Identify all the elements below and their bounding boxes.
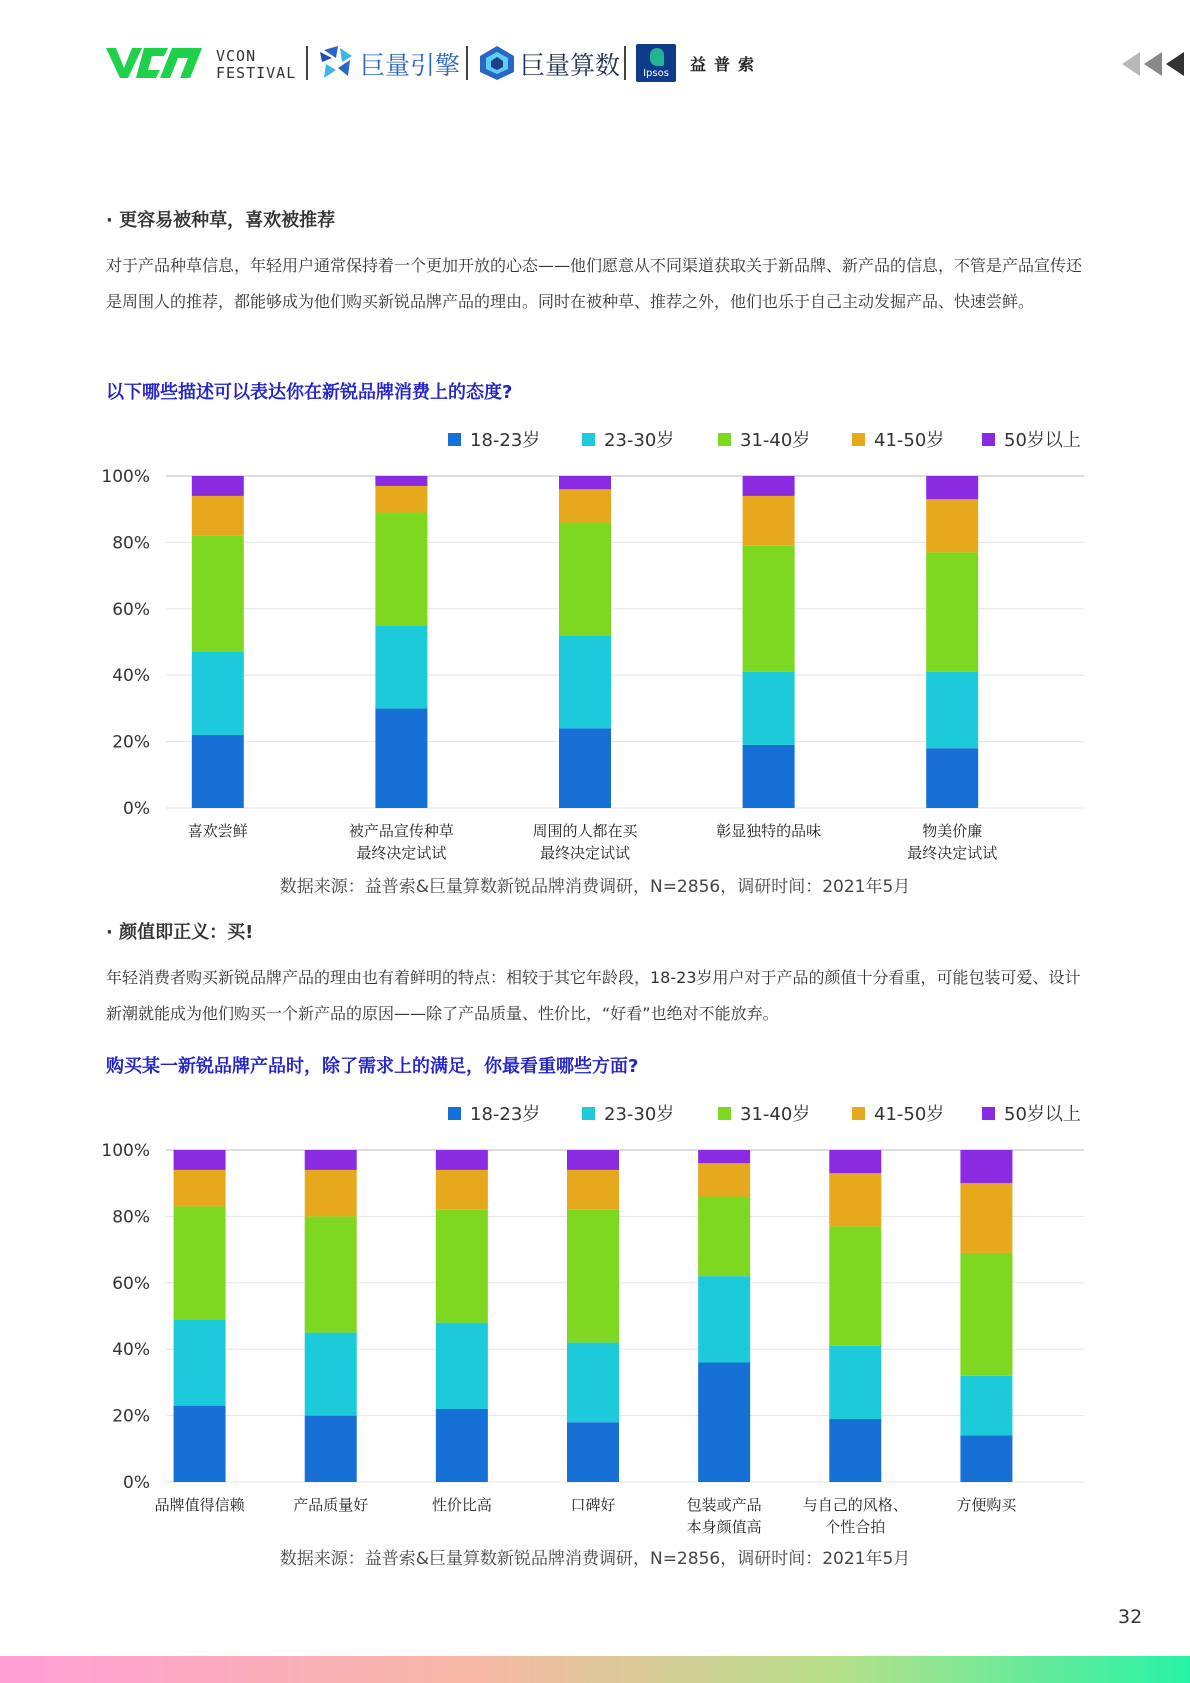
bar-segment-18-23岁 [436, 1409, 488, 1482]
y-tick-label: 60% [112, 599, 150, 620]
bar-stack-4 [567, 1150, 619, 1482]
header-divider [306, 46, 308, 80]
legend-swatch [448, 1107, 461, 1120]
x-tick-label: 最终决定试试 [539, 844, 631, 860]
bar-segment-50岁以上 [375, 476, 427, 486]
chart2-svg [0, 1094, 1190, 1534]
bar-segment-31-40岁 [567, 1210, 619, 1343]
x-tick-label: 口碑好 [570, 1496, 616, 1514]
bar-segment-41-50岁 [829, 1173, 881, 1226]
legend-swatch [448, 433, 461, 446]
bar-segment-41-50岁 [305, 1170, 357, 1216]
legend-label: 41-50岁 [874, 1104, 945, 1125]
y-tick-label: 60% [112, 1273, 150, 1294]
y-tick-label: 100% [101, 467, 150, 487]
x-tick-label: 与自己的风格、 [802, 1496, 908, 1514]
legend-label: 50岁以上 [1004, 430, 1081, 451]
brand-engine: 巨量引擎 [360, 51, 461, 80]
bar-segment-23-30岁 [174, 1319, 226, 1405]
section2-heading: · 颜值即正义：买! [106, 922, 254, 943]
x-tick-label: 包装或产品 [686, 1496, 762, 1514]
legend-label: 18-23岁 [470, 1104, 541, 1125]
legend-item-3 [718, 430, 810, 451]
bar-segment-23-30岁 [926, 672, 978, 748]
legend-swatch [982, 1107, 995, 1120]
x-tick-label: 方便购买 [956, 1496, 1017, 1514]
chart1-source: 数据来源：益普索&巨量算数新锐品牌消费调研，N=2856，调研时间：2021年5月 [279, 877, 911, 897]
bar-stack-1 [174, 1150, 226, 1482]
chart2-question: 购买某一新锐品牌产品时，除了需求上的满足，你最看重哪些方面? [106, 1056, 639, 1077]
bar-segment-31-40岁 [192, 536, 244, 652]
bar-stack-2 [375, 476, 427, 808]
chart2-source: 数据来源：益普索&巨量算数新锐品牌消费调研，N=2856，调研时间：2021年5月 [279, 1549, 911, 1569]
chart1-svg [0, 420, 1190, 860]
bar-stack-5 [698, 1150, 750, 1482]
bar-segment-23-30岁 [743, 672, 795, 745]
y-tick-label: 80% [112, 1207, 150, 1228]
x-tick-label: 喜欢尝鲜 [187, 822, 248, 840]
arrows-decor-icon [1120, 50, 1190, 78]
ipsos-logo [636, 44, 676, 82]
bar-segment-31-40岁 [436, 1210, 488, 1323]
bar-stack-6 [829, 1150, 881, 1482]
legend-label: 18-23岁 [470, 430, 541, 451]
legend-swatch [582, 433, 595, 446]
bar-segment-41-50岁 [375, 486, 427, 513]
bar-segment-18-23岁 [174, 1406, 226, 1482]
ipsos-dot-icon [650, 48, 664, 66]
bar-segment-50岁以上 [192, 476, 244, 496]
bar-segment-18-23岁 [960, 1436, 1012, 1482]
vcon-line2: FESTIVAL [216, 64, 297, 82]
bar-segment-31-40岁 [960, 1253, 1012, 1376]
bar-segment-50岁以上 [305, 1150, 357, 1170]
bar-stack-7 [960, 1150, 1012, 1482]
bar-segment-23-30岁 [375, 625, 427, 708]
vcon-logo [106, 48, 202, 78]
suanshu-logo-icon [478, 44, 516, 82]
y-tick-label: 20% [112, 732, 150, 753]
x-tick-label: 周围的人都在买 [532, 822, 638, 840]
legend-label: 41-50岁 [874, 430, 945, 451]
bar-segment-41-50岁 [698, 1163, 750, 1196]
legend-item-4 [852, 1104, 944, 1125]
bar-segment-23-30岁 [567, 1343, 619, 1423]
bar-segment-41-50岁 [559, 489, 611, 522]
bar-segment-23-30岁 [436, 1323, 488, 1409]
brand-suanshu: 巨量算数 [520, 51, 621, 80]
bar-segment-23-30岁 [698, 1276, 750, 1362]
legend-item-3 [718, 1104, 810, 1125]
legend-item-1 [448, 430, 540, 451]
bar-stack-2 [305, 1150, 357, 1482]
ipsos-label: Ipsos [643, 68, 669, 79]
legend-label: 31-40岁 [740, 430, 811, 451]
x-tick-label: 性价比高 [431, 1496, 492, 1514]
bar-segment-41-50岁 [436, 1170, 488, 1210]
bar-segment-50岁以上 [926, 476, 978, 499]
legend-label: 31-40岁 [740, 1104, 811, 1125]
legend-swatch [718, 433, 731, 446]
legend-item-4 [852, 430, 944, 451]
y-tick-label: 40% [112, 666, 150, 687]
bar-segment-31-40岁 [174, 1206, 226, 1319]
bar-stack-1 [192, 476, 244, 808]
bar-segment-31-40岁 [305, 1216, 357, 1332]
legend-swatch [982, 433, 995, 446]
bar-segment-31-40岁 [698, 1196, 750, 1276]
ipsos-name: 益普索 [690, 55, 763, 74]
y-tick-label: 0% [123, 1473, 150, 1493]
x-tick-label: 被产品宣传种草 [348, 822, 454, 840]
bar-segment-50岁以上 [960, 1150, 1012, 1183]
bar-segment-23-30岁 [305, 1333, 357, 1416]
bar-segment-41-50岁 [174, 1170, 226, 1207]
bar-segment-50岁以上 [559, 476, 611, 489]
legend-item-1 [448, 1104, 540, 1125]
legend-swatch [852, 433, 865, 446]
y-tick-label: 40% [112, 1340, 150, 1361]
legend-item-2 [582, 1104, 674, 1125]
x-tick-label: 品牌值得信赖 [154, 1496, 245, 1514]
legend-swatch [852, 1107, 865, 1120]
chart2 [0, 1094, 1190, 1534]
vcon-line1: VCON [216, 47, 257, 65]
section2-paragraph: 年轻消费者购买新锐品牌产品的理由也有着鲜明的特点：相较于其它年龄段，18-23岁用户对于产品的颜值十分看重，可能包装可爱、设计新潮就能成为他们购买一个新产品的原因——除了产品质量、性价比，“好看”也绝对不能放弃。 [106, 968, 1081, 1023]
chart1-question: 以下哪些描述可以表达你在新锐品牌消费上的态度? [106, 382, 513, 403]
y-tick-label: 100% [101, 1141, 150, 1161]
section1-heading: · 更容易被种草，喜欢被推荐 [106, 210, 336, 231]
bar-segment-18-23岁 [567, 1422, 619, 1482]
header-divider [466, 46, 468, 80]
x-tick-label: 最终决定试试 [907, 844, 998, 860]
section1-paragraph: 对于产品种草信息，年轻用户通常保持着一个更加开放的心态——他们愿意从不同渠道获取关于新品牌、新产品的信息，不管是产品宣传还是周围人的推荐，都能够成为他们购买新锐品牌产品的理由。同时在被种草、推荐之外，他们也乐于自己主动发掘产品、快速尝鲜。 [106, 256, 1083, 311]
bar-segment-18-23岁 [926, 748, 978, 808]
x-tick-label: 本身颜值高 [686, 1518, 762, 1534]
bar-segment-50岁以上 [174, 1150, 226, 1170]
x-tick-label: 物美价廉 [922, 822, 983, 840]
bar-stack-5 [926, 476, 978, 808]
bar-segment-18-23岁 [698, 1362, 750, 1482]
bar-segment-41-50岁 [926, 499, 978, 552]
bar-segment-18-23岁 [829, 1419, 881, 1482]
footer-gradient-bar [0, 1656, 1190, 1683]
bar-segment-23-30岁 [960, 1376, 1012, 1436]
bar-segment-31-40岁 [743, 546, 795, 672]
bar-segment-41-50岁 [960, 1183, 1012, 1253]
bar-segment-41-50岁 [192, 496, 244, 536]
legend-label: 50岁以上 [1004, 1104, 1081, 1125]
legend-item-2 [582, 430, 674, 451]
x-tick-label: 彰显独特的品味 [716, 822, 822, 840]
x-tick-label: 个性合拍 [825, 1518, 886, 1534]
bar-segment-18-23岁 [192, 735, 244, 808]
bar-segment-50岁以上 [698, 1150, 750, 1163]
bar-segment-50岁以上 [829, 1150, 881, 1173]
bar-segment-31-40岁 [926, 552, 978, 672]
bar-segment-23-30岁 [192, 652, 244, 735]
bar-segment-31-40岁 [375, 513, 427, 626]
bar-segment-50岁以上 [743, 476, 795, 496]
header-divider [624, 46, 626, 80]
bar-segment-18-23岁 [743, 745, 795, 808]
y-tick-label: 20% [112, 1406, 150, 1427]
bar-stack-4 [743, 476, 795, 808]
header [106, 42, 1190, 88]
page-number: 32 [1118, 1606, 1143, 1628]
vcon-festival-text [216, 48, 296, 82]
y-tick-label: 80% [112, 533, 150, 554]
chart1 [0, 420, 1190, 860]
bar-segment-23-30岁 [559, 635, 611, 728]
legend-label: 23-30岁 [604, 1104, 675, 1125]
engine-logo-icon [318, 44, 356, 82]
bar-segment-18-23岁 [305, 1416, 357, 1482]
bar-stack-3 [436, 1150, 488, 1482]
bar-segment-41-50岁 [743, 496, 795, 546]
y-tick-label: 0% [123, 799, 150, 819]
bar-segment-50岁以上 [436, 1150, 488, 1170]
bar-segment-23-30岁 [829, 1346, 881, 1419]
x-tick-label: 最终决定试试 [356, 844, 447, 860]
bar-segment-31-40岁 [829, 1226, 881, 1346]
legend-item-5 [982, 1104, 1081, 1125]
bar-segment-41-50岁 [567, 1170, 619, 1210]
legend-label: 23-30岁 [604, 430, 675, 451]
bar-segment-31-40岁 [559, 522, 611, 635]
bar-stack-3 [559, 476, 611, 808]
bar-segment-50岁以上 [567, 1150, 619, 1170]
bar-segment-18-23岁 [375, 708, 427, 808]
legend-item-5 [982, 430, 1081, 451]
x-tick-label: 产品质量好 [293, 1496, 369, 1514]
legend-swatch [582, 1107, 595, 1120]
bar-segment-18-23岁 [559, 728, 611, 808]
legend-swatch [718, 1107, 731, 1120]
